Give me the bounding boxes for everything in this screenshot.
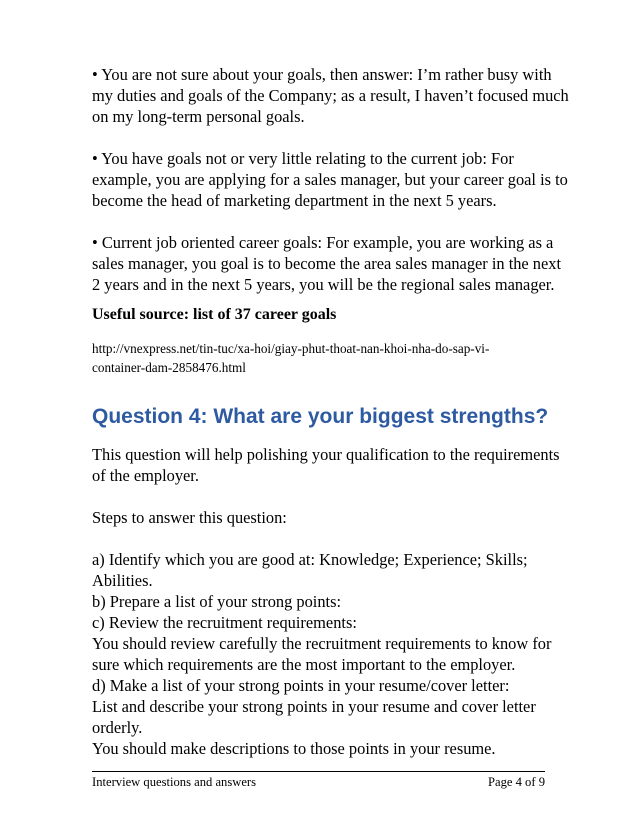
step-line: a) Identify which you are good at: Knowledge; Experience; Skills; bbox=[92, 550, 528, 569]
bullet-job-oriented-goals bbox=[92, 232, 592, 295]
url-line[interactable]: container-dam-2858476.html bbox=[92, 360, 246, 375]
step-line: You should make descriptions to those points in your resume. bbox=[92, 739, 496, 758]
step-line: Abilities. bbox=[92, 571, 153, 590]
text-line: • Current job oriented career goals: For example, you are working as a bbox=[92, 233, 554, 252]
text-line: my duties and goals of the Company; as a result, I haven’t focused much bbox=[92, 86, 569, 105]
url-line[interactable]: http://vnexpress.net/tin-tuc/xa-hoi/giay-phut-thoat-nan-khoi-nha-do-sap-vi- bbox=[92, 341, 490, 356]
text-line: example, you are applying for a sales manager, but your career goal is to bbox=[92, 170, 568, 189]
footer-title: Interview questions and answers bbox=[92, 775, 257, 789]
page-content bbox=[92, 64, 592, 759]
question-intro bbox=[92, 444, 592, 486]
useful-source-label: Useful source: list of 37 career goals bbox=[92, 306, 337, 323]
step-line: sure which requirements are the most important to the employer. bbox=[92, 655, 516, 674]
page-number: Page 4 of 9 bbox=[487, 775, 545, 789]
step-line: c) Review the recruitment requirements: bbox=[92, 613, 357, 632]
question-heading: Question 4: What are your biggest strengths? bbox=[92, 405, 549, 428]
text-line: • You are not sure about your goals, then answer: I’m rather busy with bbox=[92, 65, 552, 84]
steps-intro: Steps to answer this question: bbox=[92, 508, 287, 527]
step-line: orderly. bbox=[92, 718, 143, 737]
text-line: on my long-term personal goals. bbox=[92, 107, 305, 126]
page-footer bbox=[92, 771, 545, 790]
step-line: List and describe your strong points in your resume and cover letter bbox=[92, 697, 536, 716]
step-line: d) Make a list of your strong points in your resume/cover letter: bbox=[92, 676, 510, 695]
text-line: This question will help polishing your qualification to the requirements bbox=[92, 445, 560, 464]
steps-list bbox=[92, 549, 592, 759]
text-line: of the employer. bbox=[92, 466, 199, 485]
text-line: • You have goals not or very little relating to the current job: For bbox=[92, 149, 514, 168]
bullet-unsure-goals bbox=[92, 64, 592, 127]
text-line: sales manager, you goal is to become the area sales manager in the next bbox=[92, 254, 562, 273]
text-line: become the head of marketing department in the next 5 years. bbox=[92, 191, 497, 210]
bullet-unrelated-goals bbox=[92, 148, 592, 211]
source-url[interactable] bbox=[92, 339, 592, 377]
text-line: 2 years and in the next 5 years, you will be the regional sales manager. bbox=[92, 275, 555, 294]
step-line: b) Prepare a list of your strong points: bbox=[92, 592, 342, 611]
step-line: You should review carefully the recruitment requirements to know for bbox=[92, 634, 552, 653]
